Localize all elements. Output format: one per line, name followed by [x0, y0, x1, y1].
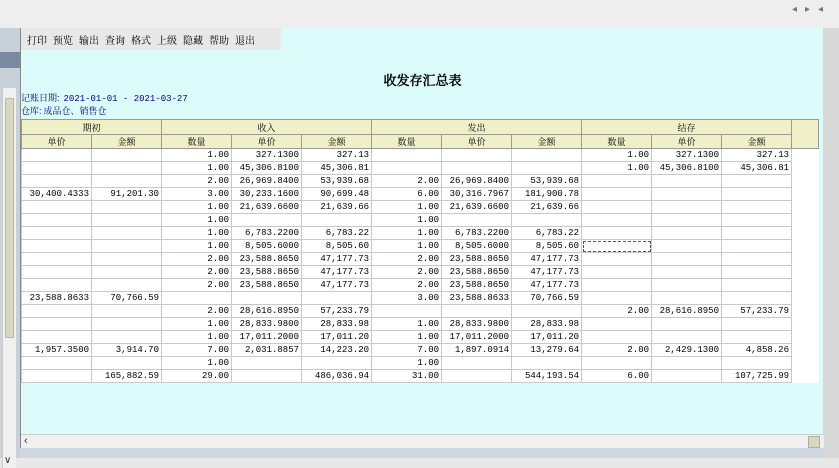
report-title: 收发存汇总表 [383, 73, 462, 88]
table-cell[interactable]: 47,177.73 [302, 279, 372, 292]
table-cell[interactable]: 45,306.8100 [232, 162, 302, 175]
table-cell[interactable]: 1.00 [372, 318, 442, 331]
row-filler [792, 292, 819, 305]
table-cell[interactable] [722, 292, 792, 305]
table-cell[interactable]: 23,588.8650 [232, 266, 302, 279]
table-cell[interactable] [652, 214, 722, 227]
table-cell[interactable] [652, 188, 722, 201]
table-cell[interactable]: 23,588.8633 [22, 292, 92, 305]
table-cell[interactable]: 21,639.66 [302, 201, 372, 214]
table-cell[interactable]: 45,306.81 [722, 162, 792, 175]
menu-item[interactable]: 查询 [105, 36, 125, 47]
table-cell[interactable]: 6.00 [372, 188, 442, 201]
table-cell[interactable] [722, 188, 792, 201]
table-cell[interactable]: 30,316.7967 [442, 188, 512, 201]
table-row [22, 279, 819, 292]
table-cell[interactable] [512, 162, 582, 175]
table-cell[interactable] [512, 149, 582, 162]
table-cell[interactable] [582, 292, 652, 305]
table-row [22, 266, 819, 279]
bottom-edge [20, 448, 823, 458]
table-cell[interactable]: 2.00 [162, 253, 232, 266]
table-cell[interactable]: 53,939.68 [302, 175, 372, 188]
table-cell[interactable]: 2.00 [582, 305, 652, 318]
table-cell[interactable]: 23,588.8650 [442, 253, 512, 266]
table-row [22, 318, 819, 331]
table-cell[interactable]: 47,177.73 [512, 253, 582, 266]
table-cell[interactable]: 7.00 [372, 344, 442, 357]
table-cell[interactable]: 1.00 [372, 331, 442, 344]
table-cell[interactable]: 2.00 [162, 266, 232, 279]
table-cell[interactable] [22, 305, 92, 318]
total-row [22, 370, 819, 383]
left-panel-edge [0, 28, 20, 466]
table-cell[interactable] [92, 279, 162, 292]
table-cell[interactable] [582, 240, 652, 253]
table-cell[interactable] [442, 305, 512, 318]
table-cell[interactable] [722, 253, 792, 266]
table-cell[interactable] [582, 279, 652, 292]
table-cell[interactable]: 6,783.22 [512, 227, 582, 240]
table-cell[interactable] [92, 162, 162, 175]
table-cell[interactable]: 17,011.20 [512, 331, 582, 344]
table-cell[interactable]: 47,177.73 [512, 266, 582, 279]
table-cell[interactable] [652, 175, 722, 188]
table-cell[interactable] [92, 305, 162, 318]
menu-item[interactable]: 退出 [235, 36, 255, 47]
table-cell[interactable] [722, 214, 792, 227]
table-cell[interactable]: 2.00 [372, 253, 442, 266]
table-cell[interactable] [232, 214, 302, 227]
table-cell[interactable]: 23,588.8650 [442, 266, 512, 279]
table-cell[interactable]: 29.00 [162, 370, 232, 383]
table-cell[interactable]: 91,201.30 [92, 188, 162, 201]
table-cell[interactable]: 1.00 [162, 201, 232, 214]
table-cell[interactable]: 17,011.2000 [232, 331, 302, 344]
table-cell[interactable] [22, 370, 92, 383]
table-cell[interactable]: 14,223.20 [302, 344, 372, 357]
row-filler [792, 214, 819, 227]
table-cell[interactable]: 2,429.1300 [652, 344, 722, 357]
table-row [22, 227, 819, 240]
table-cell[interactable]: 486,036.94 [302, 370, 372, 383]
table-cell[interactable]: 1.00 [582, 149, 652, 162]
table-cell[interactable] [92, 318, 162, 331]
group-header: 发出 [372, 120, 582, 135]
menu-item[interactable]: 帮助 [209, 36, 229, 47]
table-cell[interactable] [302, 292, 372, 305]
row-filler [792, 344, 819, 357]
menu-item[interactable]: 打印 [27, 36, 47, 47]
column-header: 数量 [582, 135, 652, 149]
table-cell[interactable]: 45,306.81 [302, 162, 372, 175]
table-cell[interactable]: 8,505.60 [302, 240, 372, 253]
table-row [22, 357, 819, 370]
table-row [22, 162, 819, 175]
table-cell[interactable]: 544,193.54 [512, 370, 582, 383]
table-cell[interactable]: 1.00 [372, 227, 442, 240]
table-cell[interactable]: 30,233.1600 [232, 188, 302, 201]
table-cell[interactable] [582, 227, 652, 240]
menu-item[interactable]: 上级 [157, 36, 177, 47]
table-row [22, 305, 819, 318]
table-cell[interactable]: 2.00 [372, 279, 442, 292]
table-cell[interactable] [92, 149, 162, 162]
table-cell[interactable] [722, 175, 792, 188]
table-cell[interactable]: 1.00 [162, 214, 232, 227]
table-cell[interactable] [92, 201, 162, 214]
row-filler [792, 240, 819, 253]
table-cell[interactable]: 6.00 [582, 370, 652, 383]
table-cell[interactable]: 1.00 [372, 201, 442, 214]
column-header: 单价 [22, 135, 92, 149]
table-cell[interactable]: 1.00 [162, 357, 232, 370]
table-cell[interactable]: 70,766.59 [92, 292, 162, 305]
table-cell[interactable] [22, 201, 92, 214]
column-header-row [22, 135, 819, 149]
table-cell[interactable] [92, 175, 162, 188]
table-cell[interactable] [652, 240, 722, 253]
column-header: 金额 [302, 135, 372, 149]
table-cell[interactable] [512, 357, 582, 370]
warehouse-label: 仓库: [21, 106, 42, 116]
table-cell[interactable] [652, 279, 722, 292]
table-cell[interactable] [442, 357, 512, 370]
menu-item[interactable]: 格式 [131, 36, 151, 47]
table-cell[interactable] [22, 357, 92, 370]
scroll-left-icon[interactable]: ‹ [24, 435, 28, 447]
table-cell[interactable] [582, 175, 652, 188]
row-filler [792, 188, 819, 201]
date-range [21, 91, 188, 104]
table-cell[interactable] [652, 227, 722, 240]
table-cell[interactable] [652, 201, 722, 214]
table-cell[interactable]: 21,639.6600 [232, 201, 302, 214]
table-cell[interactable] [442, 214, 512, 227]
table-cell[interactable] [652, 253, 722, 266]
table-cell[interactable] [22, 266, 92, 279]
table-cell[interactable] [22, 214, 92, 227]
table-cell[interactable]: 1,957.3500 [22, 344, 92, 357]
table-cell[interactable]: 57,233.79 [722, 305, 792, 318]
row-filler [792, 266, 819, 279]
table-cell[interactable]: 26,969.8400 [232, 175, 302, 188]
table-cell[interactable] [92, 227, 162, 240]
table-cell[interactable]: 53,939.68 [512, 175, 582, 188]
table-cell[interactable] [442, 370, 512, 383]
table-row [22, 253, 819, 266]
table-cell[interactable]: 23,588.8650 [442, 279, 512, 292]
table-cell[interactable] [652, 266, 722, 279]
table-cell[interactable] [232, 370, 302, 383]
table-cell[interactable] [582, 201, 652, 214]
table-cell[interactable] [372, 149, 442, 162]
table-cell[interactable]: 6,783.2200 [442, 227, 512, 240]
column-header: 金额 [92, 135, 162, 149]
table-cell[interactable]: 2.00 [162, 175, 232, 188]
table-cell[interactable]: 7.00 [162, 344, 232, 357]
table-cell[interactable]: 28,833.98 [512, 318, 582, 331]
scrollbar-thumb[interactable] [5, 98, 14, 338]
table-cell[interactable]: 1.00 [372, 357, 442, 370]
warehouse-line [21, 104, 107, 117]
column-header: 单价 [232, 135, 302, 149]
horizontal-scrollbar[interactable] [21, 434, 824, 448]
table-cell[interactable] [652, 331, 722, 344]
row-filler [792, 175, 819, 188]
row-filler [792, 201, 819, 214]
table-cell[interactable] [302, 214, 372, 227]
table-cell[interactable]: 47,177.73 [302, 266, 372, 279]
table-cell[interactable]: 2.00 [582, 344, 652, 357]
table-cell[interactable] [582, 331, 652, 344]
table-cell[interactable] [92, 357, 162, 370]
table-cell[interactable] [372, 305, 442, 318]
table-cell[interactable] [722, 357, 792, 370]
table-cell[interactable]: 327.13 [302, 149, 372, 162]
table-row [22, 214, 819, 227]
table-cell[interactable] [722, 227, 792, 240]
date-label: 记账日期: [21, 93, 60, 103]
outer-title-strip [0, 0, 839, 28]
table-row [22, 188, 819, 201]
table-cell[interactable] [22, 149, 92, 162]
table-cell[interactable] [22, 227, 92, 240]
row-filler [792, 305, 819, 318]
table-cell[interactable]: 28,616.8950 [232, 305, 302, 318]
table-cell[interactable]: 1.00 [162, 149, 232, 162]
table-cell[interactable]: 17,011.2000 [442, 331, 512, 344]
table-cell[interactable] [372, 162, 442, 175]
table-cell[interactable] [442, 149, 512, 162]
table-cell[interactable]: 6,783.2200 [232, 227, 302, 240]
table-cell[interactable] [652, 318, 722, 331]
table-row [22, 331, 819, 344]
table-cell[interactable]: 1.00 [162, 318, 232, 331]
table-cell[interactable]: 8,505.6000 [232, 240, 302, 253]
table-cell[interactable] [22, 162, 92, 175]
group-header: 期初 [22, 120, 162, 135]
table-cell[interactable] [722, 279, 792, 292]
table-cell[interactable]: 70,766.59 [512, 292, 582, 305]
table-cell[interactable] [162, 292, 232, 305]
menu-item[interactable]: 隐藏 [183, 36, 203, 47]
table-cell[interactable]: 17,011.20 [302, 331, 372, 344]
table-cell[interactable] [652, 370, 722, 383]
table-cell[interactable] [92, 240, 162, 253]
table-cell[interactable]: 13,279.64 [512, 344, 582, 357]
table-cell[interactable]: 3.00 [162, 188, 232, 201]
table-cell[interactable] [582, 214, 652, 227]
table-cell[interactable]: 1.00 [162, 227, 232, 240]
table-cell[interactable] [582, 357, 652, 370]
menu-item[interactable]: 输出 [79, 36, 99, 47]
table-cell[interactable]: 2.00 [162, 305, 232, 318]
column-header: 金额 [512, 135, 582, 149]
table-cell[interactable] [22, 240, 92, 253]
table-cell[interactable]: 327.1300 [232, 149, 302, 162]
table-cell[interactable] [512, 305, 582, 318]
table-cell[interactable]: 47,177.73 [302, 253, 372, 266]
table-cell[interactable] [92, 331, 162, 344]
table-cell[interactable]: 21,639.66 [512, 201, 582, 214]
table-cell[interactable] [442, 162, 512, 175]
table-cell[interactable]: 165,882.59 [92, 370, 162, 383]
row-filler [792, 149, 819, 162]
table-cell[interactable]: 2.00 [372, 266, 442, 279]
table-cell[interactable]: 3,914.70 [92, 344, 162, 357]
table-cell[interactable]: 21,639.6600 [442, 201, 512, 214]
table-cell[interactable] [92, 266, 162, 279]
table-cell[interactable]: 8,505.6000 [442, 240, 512, 253]
table-cell[interactable] [302, 357, 372, 370]
menu-item[interactable]: 预览 [53, 36, 73, 47]
right-panel-edge [823, 28, 839, 458]
table-row [22, 175, 819, 188]
table-cell[interactable] [582, 188, 652, 201]
table-cell[interactable]: 1.00 [162, 240, 232, 253]
table-cell[interactable] [22, 279, 92, 292]
table-cell[interactable]: 57,233.79 [302, 305, 372, 318]
table-cell[interactable] [232, 357, 302, 370]
table-cell[interactable]: 2,031.8857 [232, 344, 302, 357]
group-header: 收入 [162, 120, 372, 135]
window-nav-arrows-icon[interactable]: ◂▸◂ [791, 4, 831, 15]
table-cell[interactable]: 28,833.9800 [442, 318, 512, 331]
table-cell[interactable] [582, 253, 652, 266]
table-cell[interactable]: 6,783.22 [302, 227, 372, 240]
table-cell[interactable]: 107,725.99 [722, 370, 792, 383]
column-header: 数量 [162, 135, 232, 149]
table-row [22, 201, 819, 214]
table-cell[interactable]: 8,505.60 [512, 240, 582, 253]
table-cell[interactable]: 23,588.8650 [232, 253, 302, 266]
table-cell[interactable]: 1.00 [162, 331, 232, 344]
table-cell[interactable] [582, 318, 652, 331]
table-row [22, 292, 819, 305]
table-cell[interactable]: 45,306.8100 [652, 162, 722, 175]
table-cell[interactable] [512, 214, 582, 227]
table-cell[interactable]: 1.00 [582, 162, 652, 175]
table-cell[interactable]: 1.00 [162, 162, 232, 175]
table-cell[interactable]: 31.00 [372, 370, 442, 383]
table-cell[interactable] [22, 331, 92, 344]
table-cell[interactable] [22, 318, 92, 331]
table-row [22, 149, 819, 162]
summary-table [21, 119, 819, 383]
row-filler [792, 318, 819, 331]
table-cell[interactable]: 47,177.73 [512, 279, 582, 292]
table-cell[interactable]: 2.00 [162, 279, 232, 292]
table-cell[interactable] [722, 331, 792, 344]
left-vertical-scrollbar[interactable] [2, 88, 16, 468]
table-cell[interactable]: 327.1300 [652, 149, 722, 162]
toolbar [21, 28, 281, 50]
table-cell[interactable] [722, 266, 792, 279]
column-header: 数量 [372, 135, 442, 149]
table-cell[interactable] [92, 253, 162, 266]
table-cell[interactable]: 3.00 [372, 292, 442, 305]
scroll-right-box[interactable] [808, 436, 820, 448]
header-filler [792, 120, 819, 149]
table-cell[interactable]: 1.00 [372, 214, 442, 227]
row-filler [792, 162, 819, 175]
table-cell[interactable] [22, 175, 92, 188]
table-cell[interactable]: 26,969.8400 [442, 175, 512, 188]
row-filler [792, 279, 819, 292]
table-cell[interactable] [22, 253, 92, 266]
table-cell[interactable] [722, 240, 792, 253]
scroll-down-icon[interactable]: ∨ [4, 455, 12, 466]
table-cell[interactable]: 23,588.8650 [232, 279, 302, 292]
row-filler [792, 331, 819, 344]
table-cell[interactable] [652, 292, 722, 305]
table-cell[interactable]: 1.00 [372, 240, 442, 253]
column-header: 单价 [652, 135, 722, 149]
table-cell[interactable]: 28,833.9800 [232, 318, 302, 331]
table-cell[interactable]: 181,900.78 [512, 188, 582, 201]
report-window [20, 28, 823, 458]
table-cell[interactable]: 30,400.4333 [22, 188, 92, 201]
column-header: 金额 [722, 135, 792, 149]
row-filler [792, 227, 819, 240]
row-filler [792, 253, 819, 266]
table-cell[interactable]: 28,616.8950 [652, 305, 722, 318]
date-value: 2021-01-01 - 2021-03-27 [63, 94, 188, 104]
table-cell[interactable] [652, 357, 722, 370]
table-row [22, 240, 819, 253]
warehouse-value: 成品仓、销售仓 [43, 106, 107, 116]
table-cell[interactable]: 2.00 [372, 175, 442, 188]
table-cell[interactable] [722, 318, 792, 331]
row-filler [792, 370, 819, 383]
table-cell[interactable]: 90,699.48 [302, 188, 372, 201]
table-cell[interactable]: 327.13 [722, 149, 792, 162]
group-header: 结存 [582, 120, 792, 135]
column-header: 单价 [442, 135, 512, 149]
table-cell[interactable]: 23,588.8633 [442, 292, 512, 305]
table-cell[interactable] [582, 266, 652, 279]
table-row [22, 344, 819, 357]
table-cell[interactable] [232, 292, 302, 305]
table-cell[interactable]: 4,858.26 [722, 344, 792, 357]
table-cell[interactable]: 1,897.0914 [442, 344, 512, 357]
table-cell[interactable]: 28,833.98 [302, 318, 372, 331]
left-panel-divider [0, 52, 20, 68]
table-cell[interactable] [722, 201, 792, 214]
table-cell[interactable] [92, 214, 162, 227]
row-filler [792, 357, 819, 370]
group-header-row [22, 120, 819, 135]
